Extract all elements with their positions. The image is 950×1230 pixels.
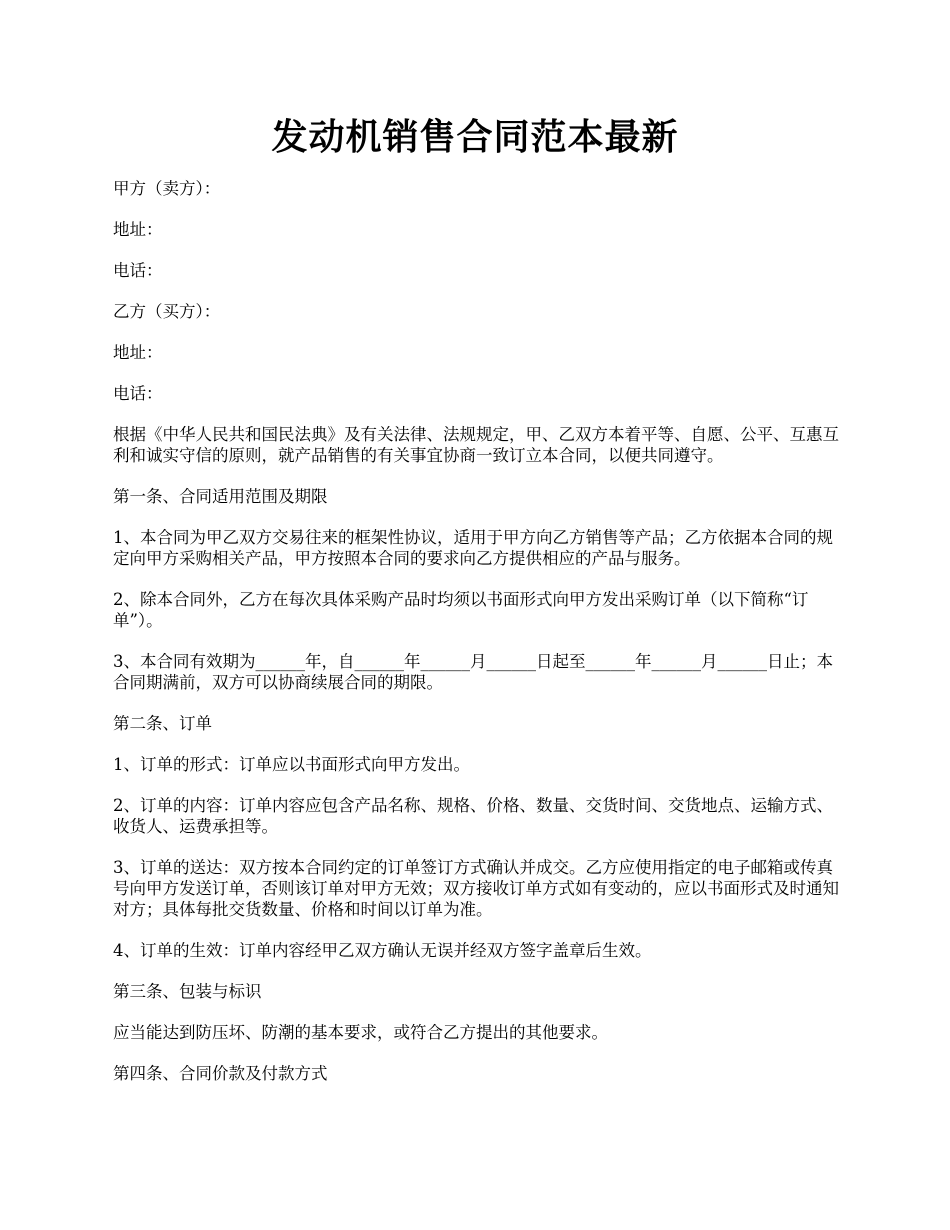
party-b-phone: 电话： (113, 384, 163, 403)
article-4-heading: 第四条、合同价款及付款方式 (113, 1064, 328, 1083)
party-a-label: 甲方（卖方）： (113, 179, 221, 198)
article-1-clause-1: 1、本合同为甲乙双方交易往来的框架性协议，适用于甲方向乙方销售等产品；乙方依据本合同的规定向甲方采购相关产品，甲方按照本合同的要求向乙方提供相应的产品与服务。 (113, 528, 833, 568)
article-2-heading: 第二条、订单 (113, 714, 212, 733)
party-a-address: 地址： (113, 220, 163, 239)
document-body (113, 178, 848, 1104)
preamble-paragraph: 根据《中华人民共和国民法典》及有关法律、法规规定，甲、乙双方本着平等、自愿、公平、互惠互利和诚实守信的原则，就产品销售的有关事宜协商一致订立本合同，以便共同遵守。 (113, 425, 839, 465)
article-2-clause-1: 1、订单的形式：订单应以书面形式向甲方发出。 (113, 755, 470, 774)
party-a-phone: 电话： (113, 261, 163, 280)
article-3-heading: 第三条、包装与标识 (113, 982, 262, 1001)
article-1-clause-3: 3、本合同有效期为______年，自______年______月______日起至______年______月______日止；本合同期满前，双方可以协商续展合同的期限。 (113, 652, 833, 692)
article-3-text: 应当能达到防压坏、防潮的基本要求，或符合乙方提出的其他要求。 (113, 1023, 608, 1042)
article-1-heading: 第一条、合同适用范围及期限 (113, 487, 328, 506)
party-b-label: 乙方（买方）： (113, 302, 221, 321)
party-b-address: 地址： (113, 343, 163, 362)
article-2-clause-2: 2、订单的内容：订单内容应包含产品名称、规格、价格、数量、交货时间、交货地点、运输方式、收货人、运费承担等。 (113, 796, 833, 836)
document-title: 发动机销售合同范本最新 (271, 116, 679, 158)
article-1-clause-2: 2、除本合同外，乙方在每次具体采购产品时均须以书面形式向甲方发出采购订单（以下简称“订单”）。 (113, 590, 809, 630)
article-2-clause-4: 4、订单的生效：订单内容经甲乙双方确认无误并经双方签字盖章后生效。 (113, 941, 652, 960)
article-2-clause-3: 3、订单的送达：双方按本合同约定的订单签订方式确认并成交。乙方应使用指定的电子邮箱或传真号向甲方发送订单，否则该订单对甲方无效；双方接收订单方式如有变动的，应以书面形式及时通知对方；具体每批交货数量、价格和时间以订单为准。 (113, 858, 839, 919)
